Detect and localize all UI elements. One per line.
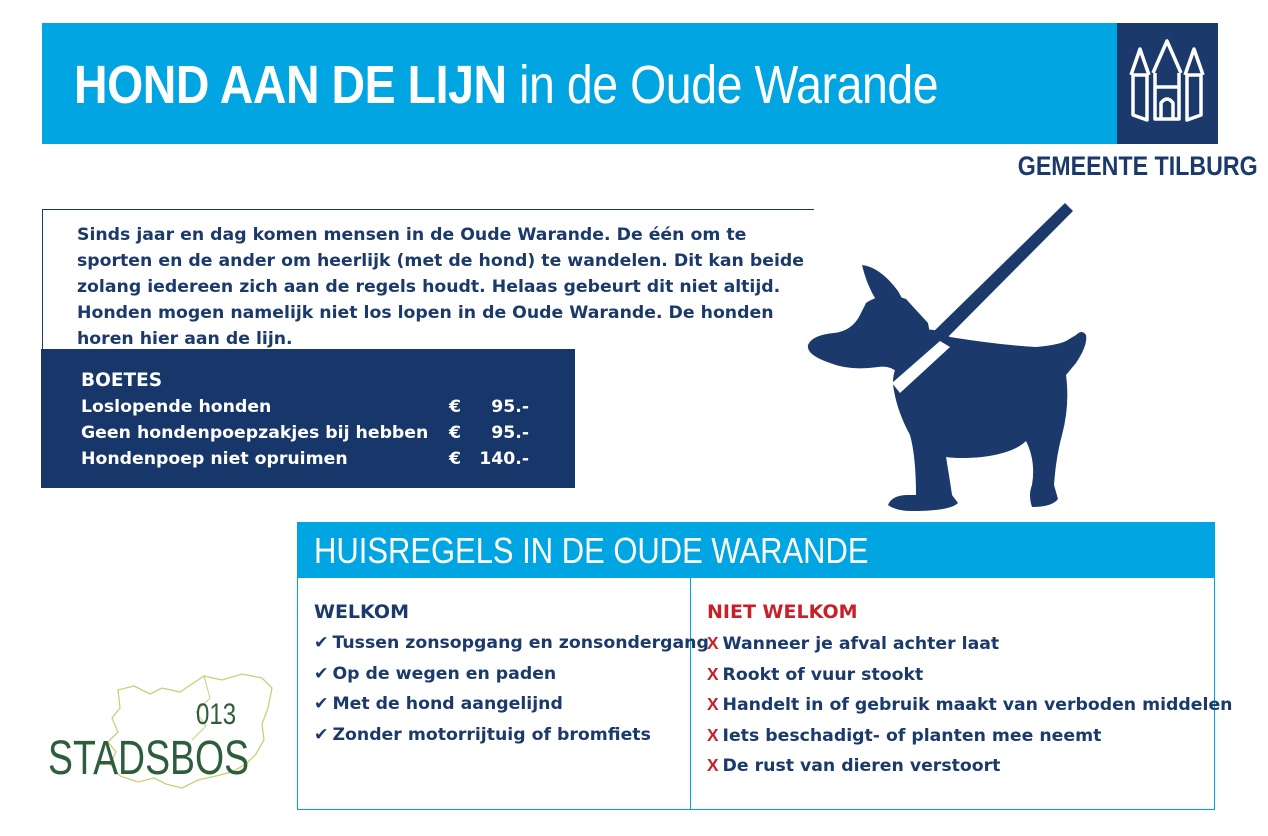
welcome-item-text: Tussen zonsopgang en zonsondergang: [332, 633, 709, 653]
column-divider: [690, 578, 691, 810]
cross-icon: X: [707, 694, 719, 714]
stadsbos-number: 013: [196, 698, 237, 731]
not-welcome-item-text: Iets beschadigt- of planten mee neemt: [722, 726, 1102, 746]
cross-icon: X: [707, 633, 719, 653]
fine-label: Loslopende honden: [81, 397, 272, 417]
not-welcome-heading: NIET WELKOM: [707, 601, 858, 623]
fine-row: [81, 420, 551, 446]
not-welcome-item: [707, 752, 1000, 779]
fine-row: [81, 446, 551, 472]
welcome-item: [314, 722, 651, 748]
checkmark-icon: ✔: [314, 633, 329, 653]
fines-title: BOETES: [81, 370, 163, 391]
fine-label: Hondenpoep niet opruimen: [81, 449, 348, 469]
fine-currency: €: [449, 397, 462, 417]
not-welcome-item: [707, 691, 1232, 718]
tilburg-castle-logo-icon: [1117, 23, 1218, 144]
not-welcome-item-text: Wanneer je afval achter laat: [722, 634, 1000, 654]
not-welcome-item-text: Rookt of vuur stookt: [722, 665, 924, 685]
welcome-item: [314, 661, 556, 687]
checkmark-icon: ✔: [314, 694, 329, 714]
page-title: [74, 50, 938, 120]
cross-icon: X: [707, 755, 719, 775]
welcome-item-text: Met de hond aangelijnd: [332, 694, 563, 714]
rules-title: HUISREGELS IN DE OUDE WARANDE: [314, 530, 869, 571]
dog-on-leash-icon: [800, 195, 1100, 525]
welcome-heading: WELKOM: [314, 601, 409, 623]
checkmark-icon: ✔: [314, 664, 329, 684]
fine-currency: €: [449, 449, 462, 469]
welcome-item: [314, 691, 563, 717]
fine-label: Geen hondenpoepzakjes bij hebben: [81, 423, 429, 443]
not-welcome-item-text: De rust van dieren verstoort: [722, 756, 1001, 776]
not-welcome-item: [707, 630, 999, 657]
title-rest: in de Oude Warande: [519, 55, 939, 115]
not-welcome-item: [707, 722, 1101, 749]
stadsbos-wordmark: STADSBOS: [48, 732, 250, 785]
fine-amount: 140.-: [479, 449, 529, 469]
welcome-item: [314, 630, 709, 656]
not-welcome-item-text: Handelt in of gebruik maakt van verboden middelen: [722, 695, 1233, 715]
fine-row: [81, 394, 551, 420]
not-welcome-item: [707, 661, 923, 688]
municipality-name: GEMEENTE TILBURG: [1017, 151, 1258, 181]
checkmark-icon: ✔: [314, 725, 329, 745]
fine-currency: €: [449, 423, 462, 443]
cross-icon: X: [707, 725, 719, 745]
welcome-item-text: Op de wegen en paden: [332, 664, 557, 684]
fine-amount: 95.-: [491, 397, 529, 417]
cross-icon: X: [707, 664, 719, 684]
intro-text: Sinds jaar en dag komen mensen in de Oude Warande. De één om te sporten en de ander om heerlijk (met de hond) te wandelen. Dit kan beide zolang iedereen zich aan de regels houdt. Helaas gebeurt dit niet altijd. Honden mogen namelijk niet los lopen in de Oude Warande. De honden horen hier aan de lijn.: [77, 225, 804, 349]
fine-amount: 95.-: [491, 423, 529, 443]
title-bold: HOND AAN DE LIJN: [74, 55, 507, 115]
welcome-item-text: Zonder motorrijtuig of bromfiets: [332, 725, 651, 745]
